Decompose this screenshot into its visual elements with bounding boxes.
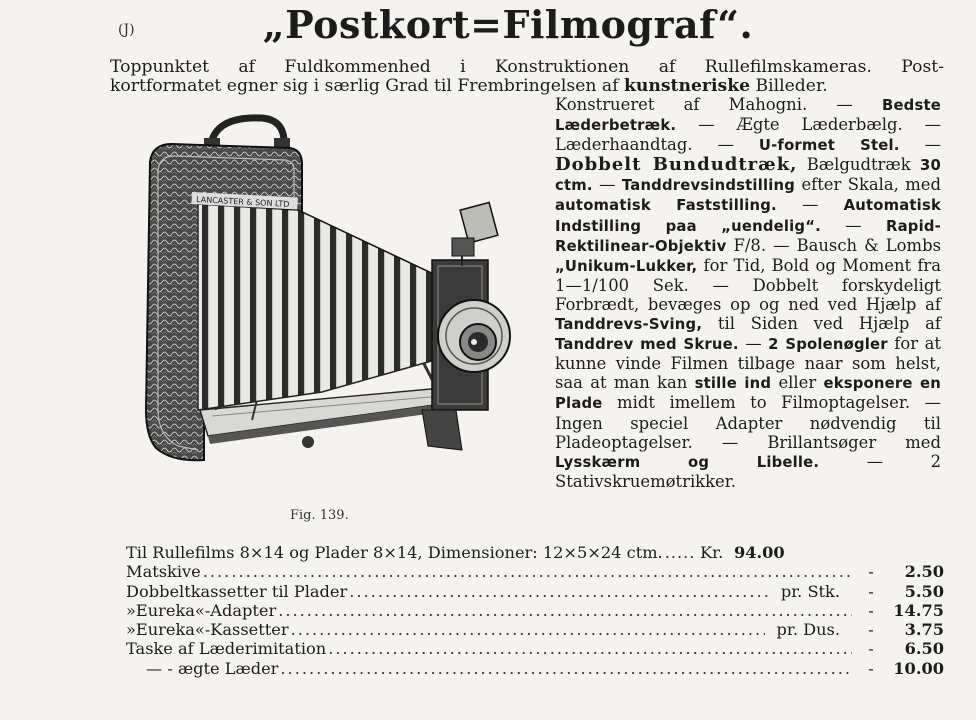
desc-text: — 2 Stativskruemøtrikker. bbox=[555, 451, 941, 491]
price-currency: - bbox=[868, 639, 874, 659]
price-row bbox=[126, 582, 944, 601]
desc-text: — bbox=[592, 175, 622, 195]
desc-bold: Rapid-Rektilinear-Objektiv bbox=[555, 217, 941, 255]
price-row bbox=[126, 601, 944, 620]
price-currency: Kr. bbox=[700, 543, 724, 562]
desc-text: F/8. — Bausch & Lombs bbox=[726, 235, 941, 255]
price-currency: - bbox=[868, 620, 874, 640]
intro-bold: kunstneriske bbox=[623, 76, 751, 96]
desc-text: — Ægte Læderbælg. — Læderhaandtag. — bbox=[555, 115, 941, 155]
desc-bold: Tanddrevsindstilling bbox=[621, 177, 796, 195]
price-value: 10.00 bbox=[893, 658, 944, 678]
camera-illustration bbox=[112, 110, 540, 495]
leader-dots bbox=[328, 639, 852, 658]
price-item-label: »Eureka«-Kassetter bbox=[126, 620, 289, 640]
camera-bellows bbox=[198, 204, 442, 410]
desc-text: midt imellem to Filmoptagelser. — Ingen speciel Adapter nødvendig til Pladeoptagelser. — Brillantsøger med bbox=[555, 393, 941, 452]
price-currency: - bbox=[868, 562, 874, 582]
desc-text: efter Skala, med bbox=[795, 175, 942, 195]
desc-bold: eksponere en Plade bbox=[555, 375, 941, 413]
product-description bbox=[555, 95, 941, 491]
figure-caption: Fig. 139. bbox=[290, 508, 349, 523]
desc-bold: 30 ctm. bbox=[555, 157, 941, 195]
price-currency: - bbox=[868, 581, 874, 601]
price-item-label: Dobbeltkassetter til Plader bbox=[126, 581, 348, 601]
intro-text: kortformatet egner sig i særlig Grad til Frembringelsen af bbox=[110, 76, 624, 96]
leader-dots bbox=[278, 601, 852, 620]
desc-text: for at kunne vinde Filmen tilbage naar som helst, saa at man kan bbox=[555, 334, 941, 393]
desc-text: til Siden ved Hjælp af bbox=[702, 314, 941, 334]
price-currency: - bbox=[868, 600, 874, 620]
intro-line-1: Toppunktet af Fuldkommenhed i Konstruktionen af Rullefilmskameras. Post- bbox=[110, 57, 944, 77]
price-row bbox=[126, 659, 944, 678]
camera-handle bbox=[212, 118, 284, 142]
price-item-label: »Eureka«-Adapter bbox=[126, 600, 277, 620]
price-value: 3.75 bbox=[904, 620, 944, 640]
desc-text: — bbox=[738, 334, 769, 354]
price-unit: pr. Dus. bbox=[776, 620, 840, 640]
leader-dots bbox=[203, 562, 852, 581]
desc-bold: stille ind bbox=[694, 375, 772, 393]
intro-text-end: Billeder. bbox=[750, 76, 828, 96]
desc-bold: Bedste Læderbetræk. bbox=[555, 97, 941, 135]
viewfinder bbox=[452, 202, 498, 266]
price-row bbox=[126, 639, 944, 658]
price-row bbox=[126, 562, 944, 581]
desc-text: — bbox=[776, 195, 844, 215]
desc-bold: Tanddrev med Skrue. bbox=[555, 336, 739, 354]
desc-bold: Tanddrevs-Sving, bbox=[555, 316, 703, 334]
price-value: 2.50 bbox=[904, 562, 944, 582]
price-item-label: Til Rullefilms 8×14 og Plader 8×14, Dimensioner: 12×5×24 ctm. bbox=[126, 543, 663, 562]
price-value: 14.75 bbox=[893, 600, 944, 620]
price-row bbox=[126, 620, 944, 639]
desc-bold: Automatisk Indstilling paa „uendelig“. bbox=[555, 197, 941, 235]
price-item-label: — - ægte Læder bbox=[146, 658, 279, 678]
desc-bold: U-formet Stel. bbox=[758, 137, 900, 155]
desc-text: Konstrueret af Mahogni. — bbox=[555, 95, 882, 114]
leader-dots bbox=[665, 543, 693, 562]
leader-dots bbox=[280, 659, 852, 678]
desc-text: — bbox=[820, 215, 887, 235]
price-currency: - bbox=[868, 658, 874, 678]
price-list bbox=[126, 543, 944, 678]
leader-dots bbox=[291, 620, 765, 639]
leader-dots bbox=[349, 582, 769, 601]
desc-text: Bælgudtræk bbox=[797, 155, 920, 175]
price-item-label: Taske af Læderimitation bbox=[126, 639, 327, 659]
price-value: 94.00 bbox=[734, 543, 785, 562]
page-title: „Postkort=Filmograf“. bbox=[262, 2, 754, 47]
price-item-label: Matskive bbox=[126, 562, 201, 582]
desc-text: — bbox=[899, 135, 942, 155]
price-unit: pr. Stk. bbox=[780, 581, 840, 601]
price-value: 6.50 bbox=[904, 639, 944, 659]
page-marker: (J) bbox=[118, 22, 135, 38]
desc-bold: Lysskærm og Libelle. bbox=[555, 453, 820, 471]
desc-bold: 2 Spolenøgler bbox=[768, 336, 888, 354]
price-row bbox=[126, 543, 944, 562]
desc-text: eller bbox=[771, 373, 824, 393]
desc-text: for Tid, Bold og Moment fra 1—1/100 Sek. — Dobbelt forskydeligt Forbrædt, bevæges op og ned ved Hjælp af bbox=[555, 255, 941, 314]
desc-bold: „Unikum-Lukker, bbox=[555, 257, 698, 275]
intro-line-2 bbox=[110, 77, 944, 96]
camera-label: LANCASTER & SON LTD bbox=[195, 195, 290, 209]
desc-bold: Dobbelt Bundudtræk, bbox=[555, 154, 798, 176]
desc-bold: automatisk Faststilling. bbox=[555, 197, 777, 215]
price-value: 5.50 bbox=[904, 581, 944, 601]
